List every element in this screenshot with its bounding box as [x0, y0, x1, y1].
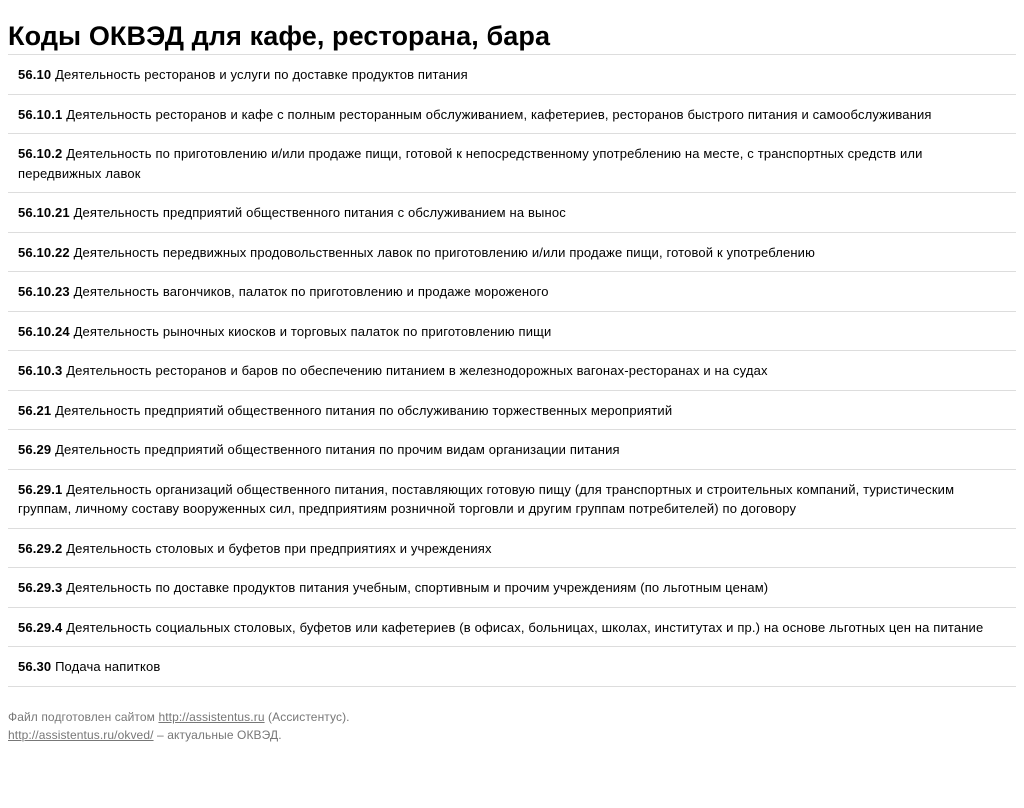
- code-row: [8, 312, 1016, 352]
- okved-code: 56.10.2: [18, 146, 63, 161]
- okved-description: Деятельность предприятий общественного питания с обслуживанием на вынос: [73, 205, 566, 220]
- okved-description: Деятельность предприятий общественного питания по прочим видам организации питания: [55, 442, 620, 457]
- code-row: [8, 647, 1016, 687]
- okved-description: Подача напитков: [55, 659, 161, 674]
- okved-description: Деятельность рыночных киосков и торговых палаток по приготовлению пищи: [73, 323, 552, 339]
- code-row: [8, 430, 1016, 470]
- page-title: Коды ОКВЭД для кафе, ресторана, бара: [8, 21, 551, 51]
- code-row: [8, 391, 1016, 431]
- assistentus-link[interactable]: http://assistentus.ru: [158, 709, 265, 724]
- okved-code: 56.10.22: [18, 244, 70, 260]
- okved-description: Деятельность передвижных продовольственных лавок по приготовлению и/или продаже пищи, готовой к употреблению: [73, 244, 815, 260]
- okved-description: Деятельность вагончиков, палаток по приготовлению и продаже мороженого: [73, 284, 549, 299]
- okved-code: 56.29.3: [18, 580, 63, 595]
- footer-suffix-text: (Ассистентус).: [264, 709, 350, 724]
- footer-line-1: [8, 708, 1016, 726]
- okved-code: 56.29.2: [18, 540, 63, 556]
- code-row: [8, 529, 1016, 569]
- okved-code: 56.29: [18, 442, 52, 457]
- okved-description: Деятельность ресторанов и услуги по доставке продуктов питания: [55, 67, 468, 82]
- code-row: [8, 272, 1016, 312]
- okved-code: 56.29.1: [18, 481, 63, 497]
- okved-description: Деятельность по доставке продуктов питания учебным, спортивным и прочим учреждениям (по льготным ценам): [66, 580, 769, 595]
- okved-code: 56.10: [18, 67, 52, 82]
- code-row: [8, 233, 1016, 273]
- code-row: [8, 95, 1016, 135]
- footer: [8, 708, 1016, 744]
- code-row: [8, 568, 1016, 608]
- okved-description: Деятельность ресторанов и кафе с полным ресторанным обслуживанием, кафетериев, ресторанов быстрого питания и самообслуживания: [66, 106, 932, 122]
- footer-line-2: [8, 726, 1016, 744]
- footer-prefix-text: Файл подготовлен сайтом: [8, 709, 159, 724]
- page: [8, 0, 1016, 744]
- okved-code: 56.10.24: [18, 323, 70, 339]
- code-row: [8, 55, 1016, 95]
- okved-description: Деятельность по приготовлению и/или продаже пищи, готовой к непосредственному употреблению на месте, с транспортных средств или передвижных лавок: [18, 146, 923, 181]
- okved-code: 56.29.4: [18, 619, 63, 635]
- okved-description: Деятельность ресторанов и баров по обеспечению питанием в железнодорожных вагонах-ресторанах и на судах: [66, 363, 768, 378]
- okved-code: 56.30: [18, 659, 52, 674]
- okved-code: 56.21: [18, 402, 52, 418]
- okved-description: Деятельность столовых и буфетов при предприятиях и учреждениях: [66, 540, 492, 556]
- code-row: [8, 351, 1016, 391]
- footer-okved-text: – актуальные ОКВЭД.: [153, 727, 282, 742]
- code-row: [8, 134, 1016, 193]
- okved-code: 56.10.21: [18, 205, 70, 220]
- okved-link[interactable]: http://assistentus.ru/okved/: [8, 727, 154, 742]
- code-row: [8, 470, 1016, 529]
- code-row: [8, 608, 1016, 648]
- code-row: [8, 193, 1016, 233]
- okved-description: Деятельность социальных столовых, буфетов или кафетериев (в офисах, больницах, школах, институтах и пр.) на основе льготных цен на питание: [66, 619, 984, 635]
- okved-description: Деятельность организаций общественного питания, поставляющих готовую пищу (для транспортных и строительных компаний, туристическим группам, личному составу вооруженных сил, предприятиям розничной торговли и другим группам потребителей) по договору: [18, 481, 955, 516]
- okved-code: 56.10.23: [18, 284, 70, 299]
- okved-code: 56.10.3: [18, 363, 63, 378]
- okved-code: 56.10.1: [18, 106, 63, 122]
- okved-description: Деятельность предприятий общественного питания по обслуживанию торжественных мероприятий: [55, 402, 673, 418]
- okved-code-list: [8, 54, 1016, 687]
